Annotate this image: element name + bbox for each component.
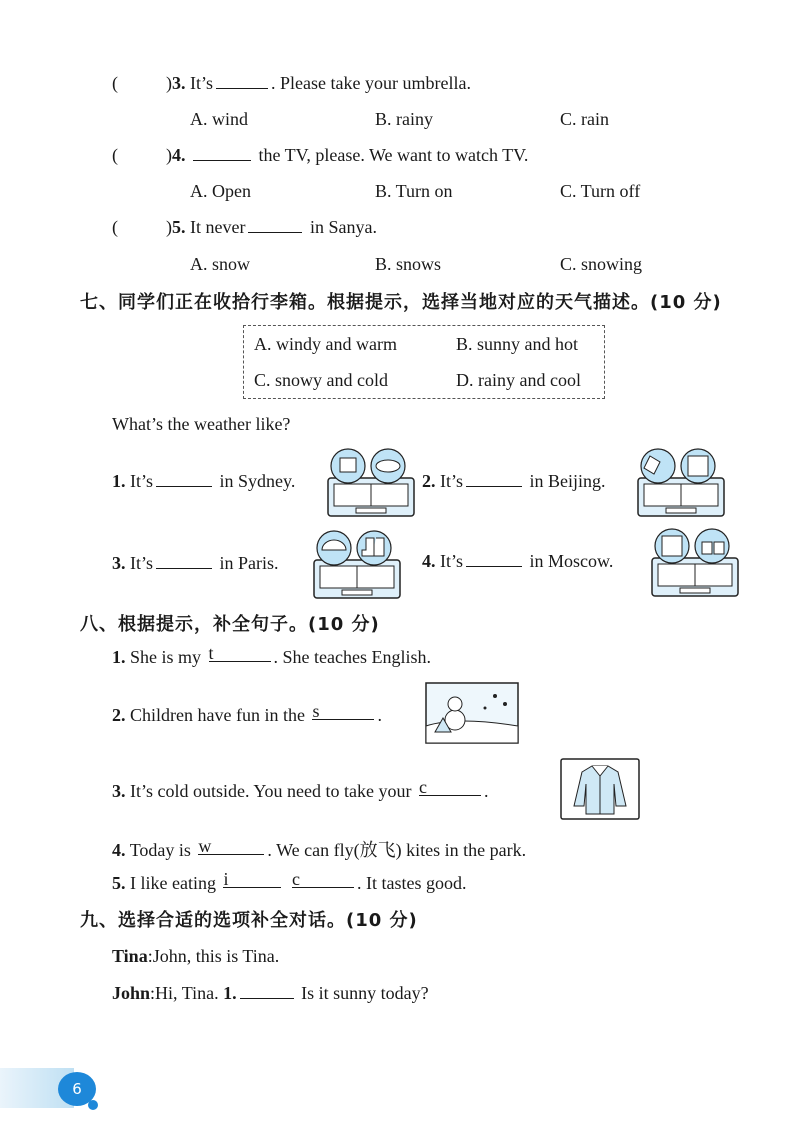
- answer-blank[interactable]: [466, 552, 522, 567]
- answer-paren[interactable]: ( ): [112, 217, 172, 237]
- option-a: A. snow: [190, 254, 251, 274]
- answer-paren[interactable]: ( ): [112, 145, 172, 165]
- snowman-picture-icon: [425, 682, 519, 744]
- coat-picture-icon: [560, 758, 640, 820]
- answer-blank[interactable]: [156, 554, 212, 569]
- answer-blank[interactable]: [248, 218, 302, 233]
- sentence-item-2: 2. Children have fun in the s .: [112, 701, 382, 725]
- dialogue-line-1: Tina:John, this is Tina.: [112, 946, 280, 966]
- answer-blank[interactable]: [193, 146, 251, 161]
- answer-blank[interactable]: [240, 984, 294, 999]
- option-b: B. Turn on: [375, 181, 453, 201]
- answer-blank[interactable]: w: [198, 840, 264, 855]
- sentence-item-4: 4. Today is w . We can fly(放飞) kites in the park.: [112, 836, 527, 860]
- weather-option-a: A. windy and warm: [254, 334, 397, 354]
- answer-blank[interactable]: i: [223, 873, 281, 888]
- suitcase-umbrella-boots-icon: [312, 530, 402, 600]
- sentence-item-1: 1. She is my t . She teaches English.: [112, 643, 431, 667]
- suitcase-kite-jacket-icon: [636, 448, 726, 518]
- question-6-5: ( )5. It never in Sanya.: [112, 217, 377, 237]
- section-8-heading: 八、根据提示，补全句子。(10 分): [80, 614, 380, 635]
- option-c: C. Turn off: [560, 181, 641, 201]
- speaker-name: John: [112, 983, 151, 1003]
- option-a: A. Open: [190, 181, 251, 201]
- section-7-heading: 七、同学们正在收拾行李箱。根据提示，选择当地对应的天气描述。(10 分): [80, 292, 722, 313]
- answer-blank[interactable]: t: [209, 647, 271, 662]
- weather-option-d: D. rainy and cool: [456, 370, 581, 390]
- suitcase-summer-clothes-icon: [326, 448, 416, 518]
- option-a: A. wind: [190, 109, 248, 129]
- option-b: B. rainy: [375, 109, 433, 129]
- question-6-4: ( )4. the TV, please. We want to watch TV.: [112, 145, 529, 165]
- option-b: B. snows: [375, 254, 442, 274]
- weather-option-b: B. sunny and hot: [456, 334, 579, 354]
- weather-question: What’s the weather like?: [112, 414, 291, 434]
- option-c: C. snowing: [560, 254, 643, 274]
- dialogue-line-2: John:Hi, Tina. 1. Is it sunny today?: [112, 983, 429, 1003]
- answer-paren[interactable]: ( ): [112, 73, 172, 93]
- weather-option-c: C. snowy and cold: [254, 370, 388, 390]
- weather-options-box: [243, 325, 605, 399]
- page-number-dot: [88, 1100, 98, 1110]
- answer-blank[interactable]: [216, 74, 268, 89]
- sentence-item-3: 3. It’s cold outside. You need to take your c .: [112, 777, 489, 801]
- speaker-name: Tina: [112, 946, 148, 966]
- sentence-item-5: 5. I like eating i c . It tastes good.: [112, 869, 467, 893]
- weather-item-2: 2. It’s in Beijing.: [422, 471, 606, 491]
- section-9-heading: 九、选择合适的选项补全对话。(10 分): [80, 910, 418, 931]
- weather-item-4: 4. It’s in Moscow.: [422, 551, 614, 571]
- question-6-3: ( )3. It’s . Please take your umbrella.: [112, 73, 471, 93]
- answer-blank[interactable]: c: [292, 873, 354, 888]
- answer-blank[interactable]: s: [312, 705, 374, 720]
- weather-item-3: 3. It’s in Paris.: [112, 553, 279, 573]
- answer-blank[interactable]: [466, 472, 522, 487]
- answer-blank[interactable]: c: [419, 781, 481, 796]
- answer-blank[interactable]: [156, 472, 212, 487]
- option-c: C. rain: [560, 109, 609, 129]
- weather-item-1: 1. It’s in Sydney.: [112, 471, 296, 491]
- page-number: 6: [58, 1072, 96, 1106]
- suitcase-coat-boots-icon: [650, 528, 740, 598]
